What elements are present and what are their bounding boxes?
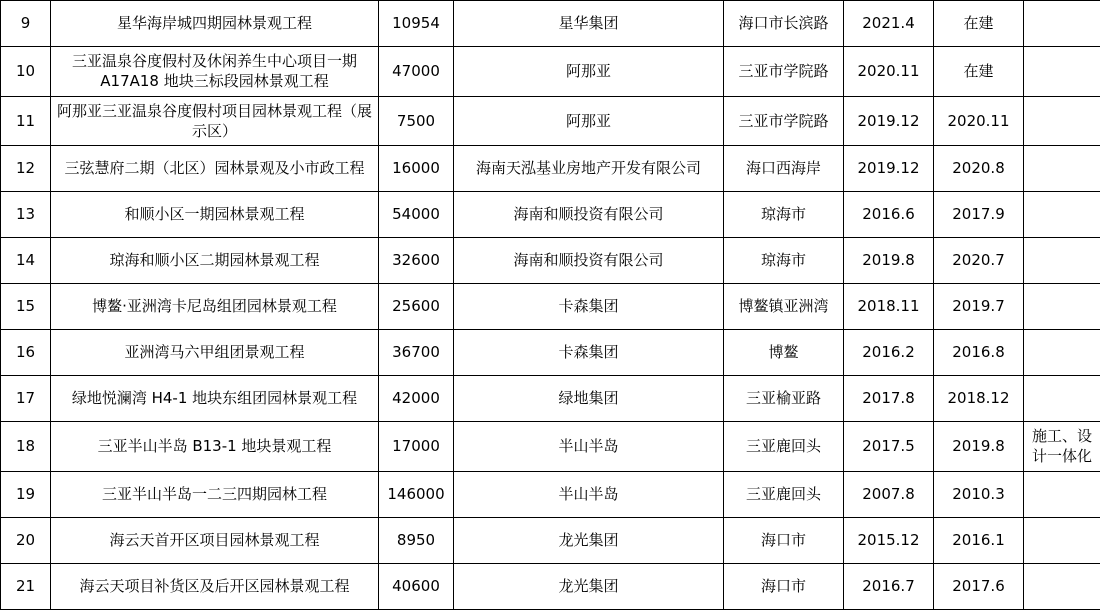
row-end-date: 在建: [934, 1, 1024, 47]
row-owner: 半山半岛: [454, 471, 724, 517]
row-owner: 星华集团: [454, 1, 724, 47]
row-owner: 阿那亚: [454, 47, 724, 97]
table-row: [1, 1, 1100, 47]
row-index: 12: [1, 146, 51, 192]
table-row: [1, 376, 1100, 422]
row-project-name: 琼海和顺小区二期园林景观工程: [51, 238, 379, 284]
row-area: 54000: [379, 192, 454, 238]
row-end-date: 2020.11: [934, 96, 1024, 146]
row-area: 36700: [379, 330, 454, 376]
row-index: 13: [1, 192, 51, 238]
table-row: [1, 284, 1100, 330]
row-end-date: 2020.8: [934, 146, 1024, 192]
row-location: 三亚鹿回头: [724, 471, 844, 517]
row-start-date: 2019.12: [844, 146, 934, 192]
row-owner: 绿地集团: [454, 376, 724, 422]
row-index: 17: [1, 376, 51, 422]
row-location: 海口西海岸: [724, 146, 844, 192]
row-end-date: 2017.6: [934, 563, 1024, 609]
row-area: 40600: [379, 563, 454, 609]
row-start-date: 2017.5: [844, 422, 934, 472]
row-note: [1024, 376, 1100, 422]
row-end-date: 2010.3: [934, 471, 1024, 517]
table-row: [1, 517, 1100, 563]
row-index: 10: [1, 47, 51, 97]
row-location: 三亚鹿回头: [724, 422, 844, 472]
row-note: [1024, 96, 1100, 146]
row-owner: 海南天泓基业房地产开发有限公司: [454, 146, 724, 192]
row-project-name: 三亚半山半岛一二三四期园林工程: [51, 471, 379, 517]
table-row: [1, 96, 1100, 146]
table-row: [1, 47, 1100, 97]
row-owner: 龙光集团: [454, 563, 724, 609]
row-index: 20: [1, 517, 51, 563]
row-note: [1024, 192, 1100, 238]
row-project-name: 海云天首开区项目园林景观工程: [51, 517, 379, 563]
row-project-name: 博鳌·亚洲湾卡尼岛组团园林景观工程: [51, 284, 379, 330]
row-location: 琼海市: [724, 238, 844, 284]
row-note: [1024, 330, 1100, 376]
row-project-name: 三亚半山半岛 B13-1 地块景观工程: [51, 422, 379, 472]
row-owner: 海南和顺投资有限公司: [454, 192, 724, 238]
row-start-date: 2019.8: [844, 238, 934, 284]
row-area: 8950: [379, 517, 454, 563]
row-index: 18: [1, 422, 51, 472]
row-owner: 阿那亚: [454, 96, 724, 146]
row-end-date: 2016.1: [934, 517, 1024, 563]
row-end-date: 2019.8: [934, 422, 1024, 472]
row-note: [1024, 47, 1100, 97]
row-start-date: 2019.12: [844, 96, 934, 146]
row-index: 9: [1, 1, 51, 47]
row-area: 47000: [379, 47, 454, 97]
table-row: [1, 422, 1100, 472]
row-note: 施工、设计一体化: [1024, 422, 1100, 472]
table-row: [1, 563, 1100, 609]
row-note: [1024, 238, 1100, 284]
row-index: 16: [1, 330, 51, 376]
row-area: 17000: [379, 422, 454, 472]
row-location: 海口市长滨路: [724, 1, 844, 47]
row-index: 19: [1, 471, 51, 517]
row-start-date: 2016.7: [844, 563, 934, 609]
row-start-date: 2015.12: [844, 517, 934, 563]
row-area: 7500: [379, 96, 454, 146]
row-note: [1024, 471, 1100, 517]
row-note: [1024, 517, 1100, 563]
row-start-date: 2016.2: [844, 330, 934, 376]
row-owner: 卡森集团: [454, 284, 724, 330]
row-start-date: 2017.8: [844, 376, 934, 422]
row-start-date: 2007.8: [844, 471, 934, 517]
row-area: 42000: [379, 376, 454, 422]
table-row: [1, 238, 1100, 284]
row-area: 146000: [379, 471, 454, 517]
row-location: 博鳌镇亚洲湾: [724, 284, 844, 330]
row-area: 16000: [379, 146, 454, 192]
row-location: 三亚市学院路: [724, 47, 844, 97]
row-note: [1024, 284, 1100, 330]
row-end-date: 2020.7: [934, 238, 1024, 284]
row-location: 海口市: [724, 517, 844, 563]
row-area: 32600: [379, 238, 454, 284]
row-project-name: 三亚温泉谷度假村及休闲养生中心项目一期 A17A18 地块三标段园林景观工程: [51, 47, 379, 97]
row-note: [1024, 563, 1100, 609]
table-body: [1, 1, 1100, 610]
row-start-date: 2021.4: [844, 1, 934, 47]
table-row: [1, 330, 1100, 376]
row-owner: 海南和顺投资有限公司: [454, 238, 724, 284]
row-end-date: 在建: [934, 47, 1024, 97]
row-index: 11: [1, 96, 51, 146]
row-area: 10954: [379, 1, 454, 47]
row-end-date: 2019.7: [934, 284, 1024, 330]
row-project-name: 亚洲湾马六甲组团景观工程: [51, 330, 379, 376]
row-project-name: 星华海岸城四期园林景观工程: [51, 1, 379, 47]
row-project-name: 三弦慧府二期（北区）园林景观及小市政工程: [51, 146, 379, 192]
row-location: 博鳌: [724, 330, 844, 376]
row-index: 14: [1, 238, 51, 284]
row-index: 21: [1, 563, 51, 609]
row-index: 15: [1, 284, 51, 330]
row-owner: 龙光集团: [454, 517, 724, 563]
row-end-date: 2017.9: [934, 192, 1024, 238]
row-end-date: 2018.12: [934, 376, 1024, 422]
row-project-name: 海云天项目补货区及后开区园林景观工程: [51, 563, 379, 609]
row-area: 25600: [379, 284, 454, 330]
row-location: 三亚榆亚路: [724, 376, 844, 422]
row-location: 海口市: [724, 563, 844, 609]
row-start-date: 2018.11: [844, 284, 934, 330]
row-note: [1024, 146, 1100, 192]
row-note: [1024, 1, 1100, 47]
table-row: [1, 146, 1100, 192]
row-project-name: 和顺小区一期园林景观工程: [51, 192, 379, 238]
row-start-date: 2016.6: [844, 192, 934, 238]
row-end-date: 2016.8: [934, 330, 1024, 376]
row-location: 琼海市: [724, 192, 844, 238]
row-location: 三亚市学院路: [724, 96, 844, 146]
table-row: [1, 192, 1100, 238]
row-owner: 卡森集团: [454, 330, 724, 376]
row-start-date: 2020.11: [844, 47, 934, 97]
table-row: [1, 471, 1100, 517]
row-project-name: 阿那亚三亚温泉谷度假村项目园林景观工程（展示区）: [51, 96, 379, 146]
row-project-name: 绿地悦澜湾 H4-1 地块东组团园林景观工程: [51, 376, 379, 422]
row-owner: 半山半岛: [454, 422, 724, 472]
